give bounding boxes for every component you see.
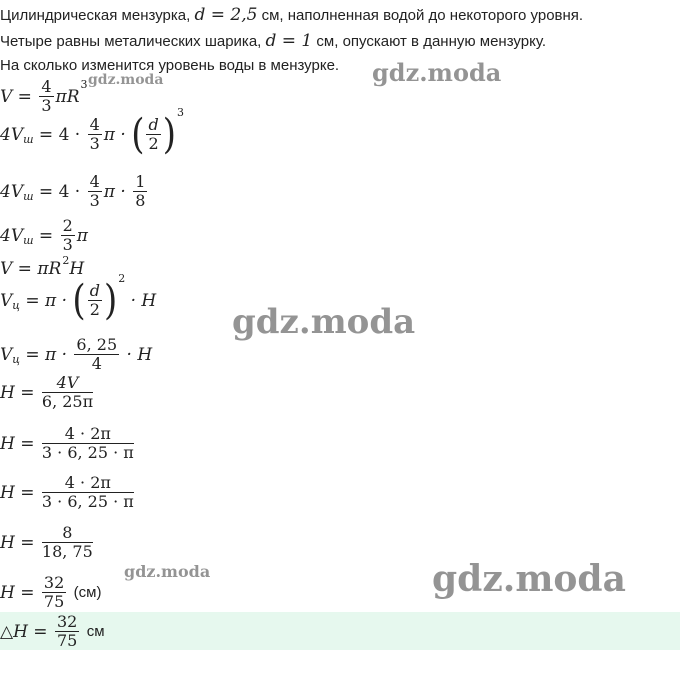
formula-step-5 [0,254,85,279]
fraction-numerator: 6, 25 [76,335,118,354]
fraction-numerator: 4 · 2π [42,425,134,444]
formula-lhs: △H = [0,621,48,642]
fraction-denominator: 3 · 6, 25 · π [41,492,134,511]
formula-lhs: H = [0,433,35,454]
formula-lhs: V [0,290,13,311]
fraction-denominator: 3 · 6, 25 · π [41,443,134,462]
right-paren: ) [162,110,176,159]
formula-lhs: H = [0,582,35,603]
fraction-denominator: 8 [135,191,146,210]
fraction-denominator: 3 [62,235,73,254]
fraction-numerator: d [148,115,159,134]
fraction-numerator: 32 [56,612,78,631]
formula-term: H [69,258,85,279]
formula-lhs: 4V [0,124,24,145]
fraction-denominator: 3 [89,191,100,210]
fraction-denominator: 18, 75 [41,542,93,561]
exponent: 2 [118,272,126,285]
formula-term: · H [126,344,153,365]
watermark: gdz.moda [88,72,164,88]
left-paren: ( [72,276,86,325]
problem-text: см, наполненная водой до некоторого уровня. [257,7,584,24]
problem-text: Четыре равны металических шарика, [0,33,266,50]
fraction-denominator: 2 [148,134,159,153]
unit-label: см [86,623,105,640]
watermark: gdz.moda [232,302,416,342]
formula-step-8 [0,374,95,411]
formula-step-12 [0,574,101,611]
problem-text: Цилиндрическая мензурка, [0,7,195,24]
formula-step-7 [0,336,152,373]
formula-term: π · [103,181,126,202]
formula-operator: = 4 · [38,124,81,145]
formula-step-2 [0,106,184,159]
subscript: ш [23,133,34,146]
subscript: ш [23,190,34,203]
formula-term: π [76,225,88,246]
fraction-numerator: 4 [89,172,100,191]
fraction-numerator: 2 [62,216,73,235]
formula-operator: = 4 · [38,181,81,202]
fraction [42,425,134,462]
fraction-denominator: 75 [56,631,78,650]
formula-lhs: H = [0,532,35,553]
problem-text: см, опускают в данную мензурку. [312,33,546,50]
fraction-denominator: 4 [91,354,102,373]
formula-text: V = πR [0,258,62,279]
exponent: 3 [176,106,184,119]
subscript: ш [23,234,34,247]
watermark: gdz.moda [372,58,502,87]
formula-lhs: 4V [0,225,24,246]
fraction [42,374,93,411]
fraction [74,336,119,373]
problem-variable: d = 2,5 [194,5,258,25]
formula-operator: = [38,225,54,246]
fraction-denominator: 3 [89,134,100,153]
fraction-numerator: 32 [43,573,65,592]
exponent: 2 [62,254,70,267]
formula-step-4 [0,217,88,254]
fraction-denominator: 6, 25π [41,392,94,411]
formula-operator: = π · [25,290,68,311]
fraction [88,282,102,319]
formula-operator: = π · [25,344,68,365]
fraction [146,116,160,153]
right-paren: ) [103,276,118,325]
problem-line-1 [0,5,583,26]
formula-term: π · [103,124,126,145]
formula-step-6 [0,272,157,325]
problem-line-3 [0,56,339,76]
formula-step-11 [0,524,95,561]
unit-label: (см) [73,584,102,601]
formula-answer [0,613,105,650]
fraction-denominator: 2 [89,300,100,319]
formula-lhs: V [0,344,13,365]
watermark: gdz.moda [432,558,626,600]
fraction-numerator: 4 · 2π [42,474,134,493]
problem-variable: d = 1 [265,31,313,51]
formula-term: πR [55,86,80,107]
fraction [133,173,147,210]
formula-lhs: H = [0,482,35,503]
problem-line-2 [0,31,546,52]
fraction [55,613,79,650]
formula-step-3 [0,173,149,210]
fraction-numerator: 4V [42,374,93,393]
formula-step-1 [0,78,88,115]
fraction-numerator: d [89,281,100,300]
subscript: ц [12,353,20,366]
formula-step-9 [0,425,136,462]
fraction-numerator: 4 [89,115,100,134]
subscript: ц [12,299,20,312]
fraction [39,78,53,115]
fraction [42,524,93,561]
fraction-denominator: 75 [43,592,65,611]
formula-step-10 [0,474,136,511]
formula-lhs: V = [0,86,32,107]
fraction [61,217,75,254]
formula-term: · H [130,290,157,311]
fraction-numerator: 8 [42,524,93,543]
fraction [88,173,102,210]
problem-text: На сколько изменится уровень воды в мензурке. [0,57,340,74]
fraction-numerator: 4 [41,77,52,96]
fraction-numerator: 1 [135,172,146,191]
fraction [42,474,134,511]
fraction-denominator: 3 [41,96,52,115]
formula-lhs: 4V [0,181,24,202]
formula-lhs: H = [0,382,35,403]
fraction [42,574,66,611]
left-paren: ( [131,110,145,159]
watermark: gdz.moda [124,562,211,581]
fraction [88,116,102,153]
exponent: 3 [80,78,88,91]
